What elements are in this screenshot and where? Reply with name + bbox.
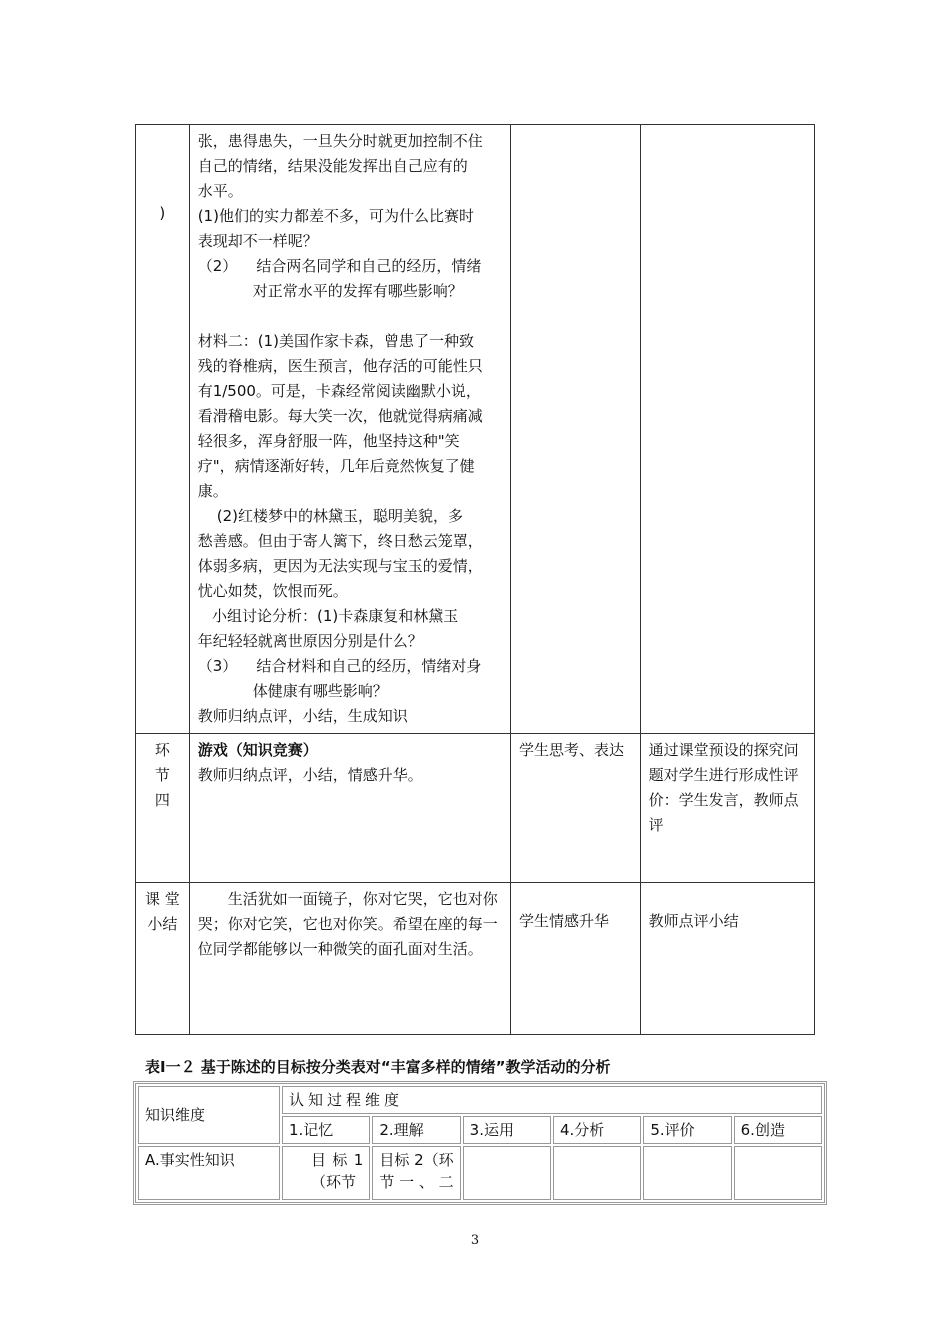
column-header: 4.分析 xyxy=(553,1116,641,1144)
design-intent-cell xyxy=(640,734,814,883)
text-line xyxy=(198,304,502,329)
table-row xyxy=(138,1086,822,1114)
text-line: 小组讨论分析：(1)卡森康复和林黛玉 xyxy=(197,607,459,625)
text-line: 忧心如焚，饮恨而死。 xyxy=(197,582,348,600)
stage-label: ) xyxy=(159,204,166,222)
knowledge-dimension-header xyxy=(138,1086,280,1144)
cognitive-process-header xyxy=(282,1086,822,1114)
activity-text: 教师归纳点评，小结，情感升华。 xyxy=(197,766,423,784)
row-header: A.事实性知识 xyxy=(138,1146,280,1200)
text-line: 有1/500。可是，卡森经常阅读幽默小说， xyxy=(197,382,481,400)
student-activity-cell xyxy=(510,734,640,883)
header-text: 认知过程维度 xyxy=(289,1091,404,1109)
column-header: 1.记忆 xyxy=(282,1116,370,1144)
table-row xyxy=(138,1146,822,1200)
table-row xyxy=(136,125,815,734)
text-line: 表现却不一样呢？ xyxy=(197,232,318,250)
stage-char: 环 xyxy=(154,741,170,759)
student-activity-text: 学生情感升华 xyxy=(518,912,609,930)
text-line: 体健康有哪些影响？ xyxy=(252,682,388,700)
student-activity-text: 学生思考、表达 xyxy=(518,741,624,759)
text-line: (2)红楼梦中的林黛玉，聪明美貌，多 xyxy=(197,507,464,525)
text-line: 轻很多，浑身舒服一阵，他坚持这种"笑 xyxy=(197,432,460,450)
table-cell: 目 标 1（环节 xyxy=(282,1146,370,1200)
text-line: 教师归纳点评，小结，生成知识 xyxy=(197,707,408,725)
stage-label-line: 课 堂 xyxy=(144,890,180,908)
student-activity-cell xyxy=(510,883,640,1035)
column-header: 3.运用 xyxy=(463,1116,551,1144)
text-line: 张，患得患失，一旦失分时就更加控制不住 xyxy=(197,132,483,150)
text-line: 康。 xyxy=(197,482,228,500)
summary-text: 生活犹如一面镜子，你对它哭，它也对你哭；你对它笑，它也对你笑。希望在座的每一位同学都能够以一种微笑的面孔面对生活。 xyxy=(197,890,498,958)
activity-title: 游戏（知识竞赛） xyxy=(197,741,318,759)
student-activity-cell xyxy=(510,125,640,734)
table-caption: 表Ⅰ一２ 基于陈述的目标按分类表对“丰富多样的情绪”教学活动的分析 xyxy=(145,1058,611,1076)
table-cell xyxy=(463,1146,551,1200)
column-header: 6.创造 xyxy=(734,1116,822,1144)
table-cell xyxy=(553,1146,641,1200)
table-cell xyxy=(734,1146,822,1200)
design-intent-text: 通过课堂预设的探究问题对学生进行形成性评价：学生发言，教师点评 xyxy=(648,741,799,834)
lesson-plan-table xyxy=(135,124,815,1035)
stage-cell xyxy=(136,883,190,1035)
table-row xyxy=(136,883,815,1035)
text-line: （2） 结合两名同学和自己的经历，情绪 xyxy=(197,257,482,275)
teacher-activity-cell xyxy=(189,883,510,1035)
text-line: （3） 结合材料和自己的经历，情绪对身 xyxy=(197,657,482,675)
stage-label-line: 小结 xyxy=(147,915,178,933)
text-line: (1)他们的实力都差不多，可为什么比赛时 xyxy=(197,207,474,225)
text-line: 体弱多病，更因为无法实现与宝玉的爱情， xyxy=(197,557,483,575)
text-line: 疗"，病情逐渐好转，几年后竟然恢复了健 xyxy=(197,457,475,475)
table-row xyxy=(136,734,815,883)
text-line: 对正常水平的发挥有哪些影响？ xyxy=(252,282,463,300)
page-number: 3 xyxy=(470,1233,480,1248)
stage-char: 节 xyxy=(154,766,170,784)
text-line: 自己的情绪，结果没能发挥出自己应有的 xyxy=(197,157,468,175)
stage-cell xyxy=(136,125,190,734)
design-intent-cell xyxy=(640,125,814,734)
table-cell xyxy=(643,1146,731,1200)
stage-cell xyxy=(136,734,190,883)
table-cell: 目标 2（环 节 一 、 二 xyxy=(372,1146,460,1200)
header-text: 知识维度 xyxy=(145,1106,206,1124)
text-line: 看滑稽电影。每大笑一次，他就觉得病痛减 xyxy=(197,407,483,425)
column-header: 2.理解 xyxy=(372,1116,460,1144)
column-header: 5.评价 xyxy=(643,1116,731,1144)
stage-char: 四 xyxy=(154,791,170,809)
text-line: 愁善感。但由于寄人篱下，终日愁云笼罩， xyxy=(197,532,483,550)
text-line: 残的脊椎病，医生预言，他存活的可能性只 xyxy=(197,357,483,375)
text-line: 水平。 xyxy=(197,182,243,200)
teacher-activity-cell xyxy=(189,125,510,734)
taxonomy-analysis-table xyxy=(133,1081,827,1205)
text-line: 年纪轻轻就离世原因分别是什么？ xyxy=(197,632,423,650)
teacher-activity-cell xyxy=(189,734,510,883)
design-intent-text: 教师点评小结 xyxy=(648,912,739,930)
text-line: 材料二：(1)美国作家卡森，曾患了一种致 xyxy=(197,332,474,350)
design-intent-cell xyxy=(640,883,814,1035)
